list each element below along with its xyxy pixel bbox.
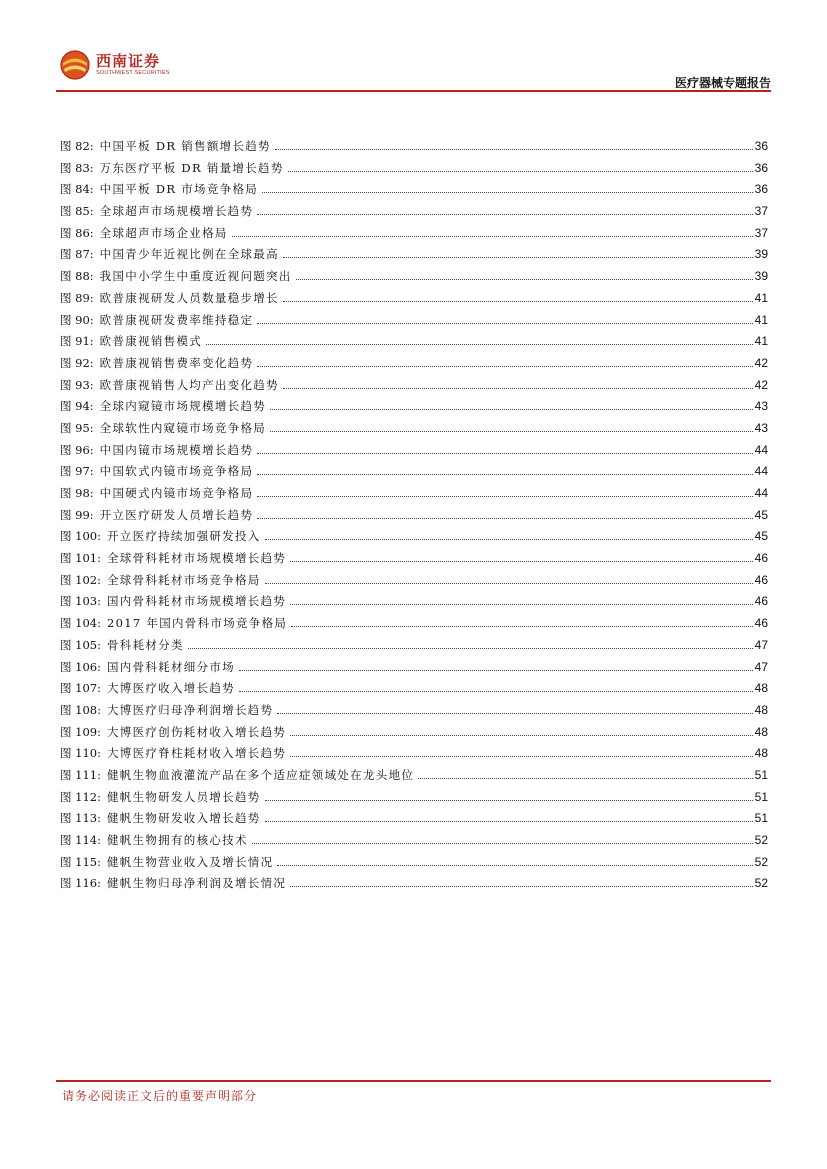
report-title: 医疗器械专题报告: [674, 76, 771, 90]
footer-disclaimer: 请务必阅读正文后的重要声明部分: [62, 1089, 258, 1103]
toc-entry-title: 我国中小学生中重度近视问题突出: [99, 269, 292, 284]
toc-dot-leader: [290, 735, 752, 736]
toc-entry-title: 国内骨科耗材市场规模增长趋势: [106, 594, 287, 609]
toc-entry-label: 图 109:: [60, 724, 101, 739]
toc-entry-page: 47: [754, 659, 768, 674]
toc-entry-title: 健帆生物归母净利润及增长情况: [106, 876, 287, 891]
page-header: [60, 44, 771, 92]
toc-entry-title: 大博医疗收入增长趋势: [106, 681, 235, 696]
toc-entry-page: 43: [754, 420, 768, 435]
toc-dot-leader: [270, 431, 753, 432]
toc-dot-leader: [290, 561, 752, 562]
toc-entry[interactable]: [60, 463, 768, 485]
toc-entry-page: 39: [754, 247, 768, 262]
toc-entry[interactable]: [60, 203, 768, 225]
toc-dot-leader: [290, 756, 752, 757]
toc-entry-title: 全球内窥镜市场规模增长趋势: [99, 399, 267, 414]
toc-entry-title: 健帆生物营业收入及增长情况: [106, 854, 274, 869]
toc-entry-title: 全球骨科耗材市场规模增长趋势: [106, 551, 287, 566]
toc-entry-label: 图 105:: [60, 637, 101, 652]
toc-entry-title: 欧普康视销售费率变化趋势: [99, 355, 254, 370]
toc-entry-page: 36: [754, 182, 768, 197]
toc-entry-page: 51: [754, 811, 768, 826]
toc-entry-title: 中国青少年近视比例在全球最高: [99, 247, 279, 262]
toc-entry-title: 健帆生物血液灌流产品在多个适应症领域处在龙头地位: [106, 767, 415, 782]
toc-entry-title: 全球超声市场规模增长趋势: [99, 204, 254, 219]
toc-entry-label: 图 113:: [60, 811, 101, 826]
toc-entry-title: 欧普康视销售人均产出变化趋势: [99, 377, 279, 392]
toc-dot-leader: [206, 344, 753, 345]
toc-entry-title: 健帆生物拥有的核心技术: [106, 833, 248, 847]
toc-entry-label: 图 92:: [60, 355, 94, 370]
toc-entry[interactable]: [60, 290, 768, 312]
toc-entry-page: 41: [754, 334, 768, 349]
toc-entry-page: 46: [754, 616, 768, 631]
toc-dot-leader: [257, 496, 752, 497]
toc-entry-page: 44: [754, 442, 768, 457]
toc-entry-title: 大博医疗归母净利润增长趋势: [106, 702, 274, 717]
toc-dot-leader: [283, 388, 753, 389]
toc-entry-label: 图 86:: [60, 225, 94, 240]
toc-entry-label: 图 116:: [60, 876, 101, 891]
toc-dot-leader: [270, 409, 753, 410]
toc-entry-page: 37: [754, 225, 768, 240]
toc-entry[interactable]: [60, 789, 768, 811]
toc-entry-title: 全球骨科耗材市场竞争格局: [106, 572, 261, 587]
toc-dot-leader: [283, 301, 753, 302]
toc-entry[interactable]: [60, 810, 768, 832]
toc-entry-page: 52: [754, 854, 768, 869]
toc-entry-page: 42: [754, 355, 768, 370]
toc-entry[interactable]: [60, 724, 768, 746]
toc-entry-title: 中国软式内镜市场竞争格局: [99, 464, 254, 479]
toc-entry-page: 48: [754, 724, 768, 739]
toc-entry-title: 中国内镜市场规模增长趋势: [99, 442, 254, 457]
toc-entry-label: 图 114:: [60, 833, 101, 847]
toc-dot-leader: [257, 366, 752, 367]
toc-dot-leader: [291, 626, 752, 627]
toc-entry-title: 大博医疗创伤耗材收入增长趋势: [106, 724, 287, 739]
toc-entry-title: 开立医疗研发人员增长趋势: [99, 507, 254, 522]
toc-entry[interactable]: [60, 181, 768, 203]
toc-entry[interactable]: [60, 225, 768, 247]
logo-english-name: SOUTHWEST SECURITIES: [96, 70, 170, 76]
toc-entry[interactable]: [60, 572, 768, 594]
toc-entry[interactable]: [60, 659, 768, 681]
logo-emblem-icon: [60, 50, 90, 80]
toc-entry-title: 2017 年国内骨科市场竞争格局: [106, 616, 288, 631]
toc-entry-page: 36: [754, 139, 768, 153]
toc-entry-label: 图 83:: [60, 160, 94, 175]
toc-entry-page: 46: [754, 551, 768, 566]
toc-entry-label: 图 87:: [60, 247, 94, 262]
toc-entry-page: 45: [754, 529, 768, 544]
toc-entry[interactable]: [60, 615, 768, 637]
toc-entry-label: 图 104:: [60, 616, 101, 631]
toc-entry-title: 开立医疗持续加强研发投入: [106, 529, 261, 544]
toc-entry[interactable]: [60, 442, 768, 464]
toc-entry-page: 43: [754, 399, 768, 414]
toc-entry-label: 图 91:: [60, 334, 94, 349]
logo-chinese-name: 西南证券: [96, 52, 161, 70]
toc-entry-page: 37: [754, 204, 768, 219]
toc-entry-label: 图 95:: [60, 420, 94, 435]
figure-table-of-contents: [60, 138, 768, 897]
toc-entry-label: 图 111:: [60, 767, 101, 782]
toc-dot-leader: [277, 713, 752, 714]
toc-entry[interactable]: [60, 745, 768, 767]
toc-entry-title: 大博医疗脊柱耗材收入增长趋势: [106, 746, 287, 761]
toc-entry[interactable]: [60, 854, 768, 876]
toc-entry-page: 46: [754, 572, 768, 587]
toc-dot-leader: [418, 778, 752, 779]
toc-entry-label: 图 103:: [60, 594, 101, 609]
toc-dot-leader: [265, 800, 753, 801]
toc-dot-leader: [265, 821, 753, 822]
toc-entry-page: 47: [754, 637, 768, 652]
toc-dot-leader: [257, 518, 752, 519]
toc-entry[interactable]: [60, 246, 768, 268]
header-divider: [56, 90, 771, 92]
toc-entry-title: 欧普康视研发人员数量稳步增长: [99, 290, 279, 305]
toc-entry[interactable]: [60, 593, 768, 615]
toc-entry[interactable]: [60, 550, 768, 572]
toc-entry-title: 欧普康视销售模式: [99, 334, 203, 349]
toc-dot-leader: [257, 474, 752, 475]
toc-dot-leader: [275, 149, 753, 150]
toc-entry[interactable]: [60, 875, 768, 897]
toc-entry-page: 36: [754, 160, 768, 175]
toc-entry-page: 46: [754, 594, 768, 609]
toc-dot-leader: [257, 323, 752, 324]
toc-entry[interactable]: [60, 420, 768, 442]
toc-dot-leader: [283, 257, 753, 258]
toc-entry-label: 图 115:: [60, 854, 101, 869]
toc-entry-page: 51: [754, 789, 768, 804]
toc-entry[interactable]: [60, 377, 768, 399]
toc-dot-leader: [262, 192, 753, 193]
toc-entry-title: 健帆生物研发人员增长趋势: [106, 789, 261, 804]
toc-entry[interactable]: [60, 680, 768, 702]
toc-entry-label: 图 88:: [60, 269, 94, 284]
toc-entry-page: 41: [754, 312, 768, 327]
toc-dot-leader: [257, 453, 752, 454]
toc-dot-leader: [290, 604, 752, 605]
toc-entry[interactable]: [60, 160, 768, 182]
toc-entry[interactable]: [60, 702, 768, 724]
toc-entry[interactable]: [60, 767, 768, 789]
toc-entry[interactable]: [60, 268, 768, 290]
toc-entry-page: 48: [754, 681, 768, 696]
company-logo: [60, 50, 170, 80]
toc-dot-leader: [296, 279, 753, 280]
toc-entry[interactable]: [60, 507, 768, 529]
toc-entry-title: 欧普康视研发费率维持稳定: [99, 312, 254, 327]
toc-dot-leader: [232, 236, 753, 237]
toc-entry[interactable]: [60, 333, 768, 355]
toc-entry-page: 45: [754, 507, 768, 522]
toc-entry-label: 图 112:: [60, 789, 101, 804]
toc-entry-label: 图 99:: [60, 507, 94, 522]
toc-entry-label: 图 106:: [60, 659, 101, 674]
toc-entry-title: 健帆生物研发收入增长趋势: [106, 811, 261, 826]
toc-entry-label: 图 98:: [60, 486, 94, 500]
toc-entry-page: 42: [754, 377, 768, 392]
toc-entry-page: 52: [754, 833, 768, 847]
toc-entry-label: 图 97:: [60, 464, 94, 479]
toc-dot-leader: [252, 843, 753, 844]
toc-entry-title: 中国平板 DR 销售额增长趋势: [99, 139, 271, 153]
toc-entry-label: 图 108:: [60, 702, 101, 717]
toc-entry-label: 图 93:: [60, 377, 94, 392]
toc-entry-page: 52: [754, 876, 768, 891]
toc-entry-label: 图 84:: [60, 182, 94, 197]
toc-entry-title: 中国平板 DR 市场竞争格局: [99, 182, 259, 197]
toc-entry-title: 中国硬式内镜市场竞争格局: [99, 486, 254, 500]
toc-entry-label: 图 85:: [60, 204, 94, 219]
toc-entry-label: 图 102:: [60, 572, 101, 587]
toc-entry-label: 图 110:: [60, 746, 101, 761]
toc-entry-label: 图 101:: [60, 551, 101, 566]
toc-entry-label: 图 100:: [60, 529, 101, 544]
toc-dot-leader: [239, 670, 753, 671]
toc-dot-leader: [288, 171, 753, 172]
toc-entry-title: 骨科耗材分类: [106, 637, 184, 652]
toc-entry[interactable]: [60, 832, 768, 854]
toc-entry-label: 图 89:: [60, 290, 94, 305]
toc-dot-leader: [239, 691, 753, 692]
toc-entry-page: 44: [754, 486, 768, 500]
toc-entry-label: 图 94:: [60, 399, 94, 414]
toc-entry-title: 全球超声市场企业格局: [99, 225, 228, 240]
toc-entry-page: 51: [754, 767, 768, 782]
toc-entry[interactable]: [60, 355, 768, 377]
toc-entry-title: 国内骨科耗材细分市场: [106, 659, 235, 674]
toc-entry[interactable]: [60, 312, 768, 334]
toc-entry-label: 图 96:: [60, 442, 94, 457]
toc-entry-page: 41: [754, 290, 768, 305]
footer-divider: [56, 1080, 771, 1082]
toc-entry-page: 48: [754, 702, 768, 717]
toc-dot-leader: [277, 865, 752, 866]
toc-entry-title: 全球软性内窥镜市场竞争格局: [99, 420, 267, 435]
toc-dot-leader: [265, 539, 753, 540]
toc-dot-leader: [257, 214, 752, 215]
toc-entry-page: 44: [754, 464, 768, 479]
toc-dot-leader: [188, 648, 753, 649]
toc-entry[interactable]: [60, 637, 768, 659]
toc-entry[interactable]: [60, 398, 768, 420]
toc-entry[interactable]: [60, 485, 768, 507]
toc-dot-leader: [265, 583, 753, 584]
toc-entry-label: 图 90:: [60, 312, 94, 327]
toc-entry[interactable]: [60, 138, 768, 160]
toc-entry[interactable]: [60, 528, 768, 550]
toc-entry-page: 48: [754, 746, 768, 761]
toc-entry-label: 图 107:: [60, 681, 101, 696]
toc-dot-leader: [290, 886, 752, 887]
toc-entry-label: 图 82:: [60, 139, 94, 153]
toc-entry-title: 万东医疗平板 DR 销量增长趋势: [99, 160, 284, 175]
toc-entry-page: 39: [754, 269, 768, 284]
